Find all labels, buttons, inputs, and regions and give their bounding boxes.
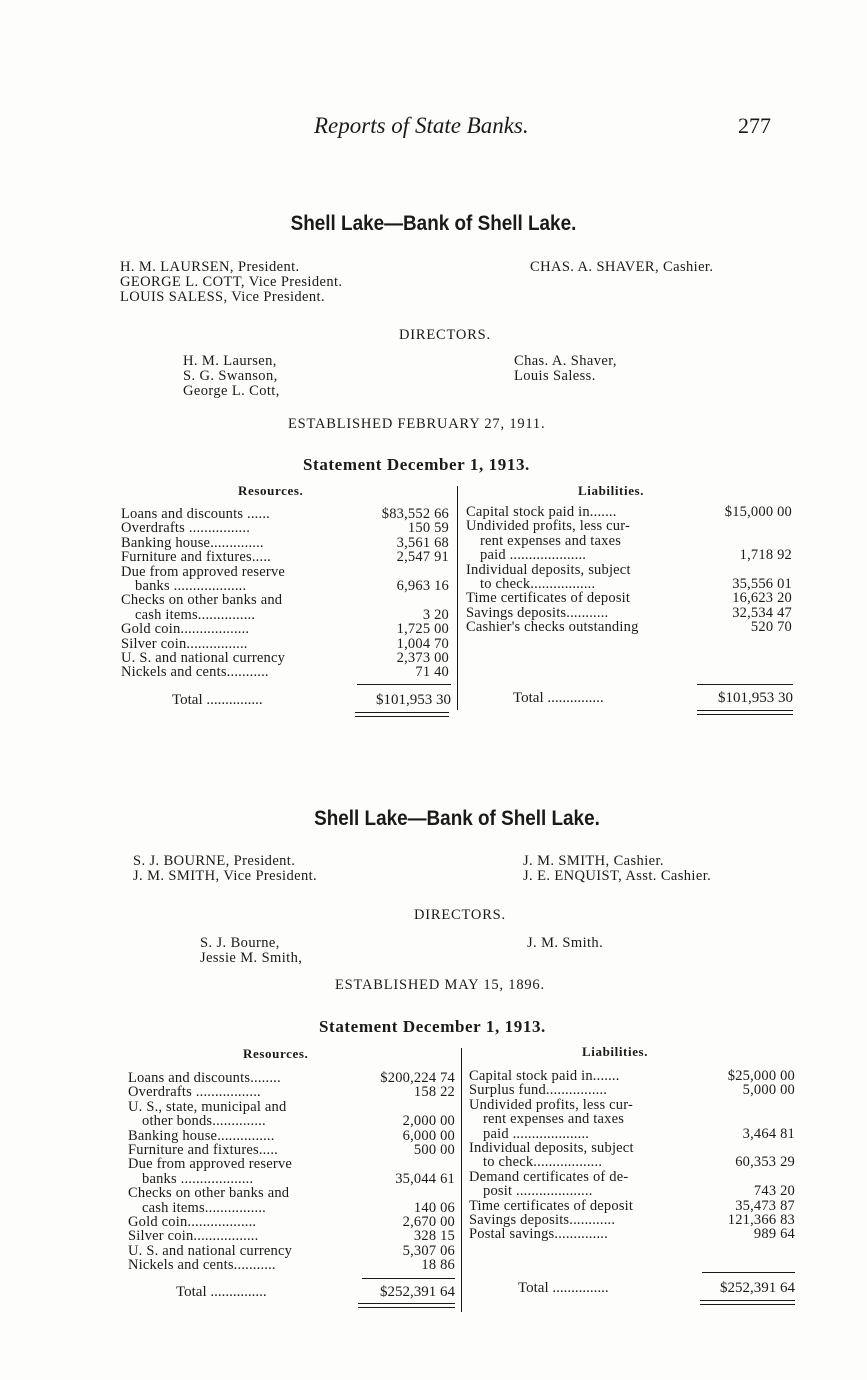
ledger-line	[121, 622, 449, 636]
ledger-line	[466, 620, 792, 634]
line-amount: 32,534 47	[732, 604, 792, 621]
double-rule	[700, 1300, 795, 1305]
line-label: Due from approved reserve	[128, 1156, 293, 1173]
liabilities-total: $101,953 30	[718, 690, 793, 706]
officer: J. M. SMITH, Cashier.	[523, 853, 664, 869]
directors-heading: DIRECTORS.	[399, 327, 491, 343]
ledger-line	[469, 1069, 795, 1083]
line-amount: 35,556 01	[732, 576, 792, 592]
ledger-line	[469, 1184, 795, 1198]
line-amount: $15,000 00	[724, 504, 792, 520]
line-label: cash items................	[142, 1199, 267, 1216]
line-label: Silver coin.................	[128, 1228, 259, 1245]
ledger-line	[469, 1170, 795, 1184]
ledger-line	[128, 1186, 455, 1200]
line-label: rent expenses and taxes	[483, 1111, 625, 1128]
statement-heading: Statement December 1, 1913.	[303, 455, 530, 474]
directors-heading: DIRECTORS.	[414, 907, 506, 923]
line-amount: $83,552 66	[381, 506, 449, 522]
line-label: U. S. and national currency	[128, 1242, 293, 1259]
director: S. G. Swanson,	[183, 368, 278, 384]
line-amount: 35,473 87	[735, 1197, 795, 1214]
ledger-line	[121, 651, 449, 665]
established-date: ESTABLISHED FEBRUARY 27, 1911.	[288, 416, 546, 432]
line-amount: 2,670 00	[402, 1214, 455, 1230]
liabilities-heading: Liabilities.	[582, 1044, 649, 1059]
line-amount: 1,725 00	[396, 621, 449, 638]
line-amount: 16,623 20	[732, 590, 792, 607]
line-amount: 328 15	[413, 1228, 455, 1245]
line-amount: 3,561 68	[396, 534, 449, 551]
line-label: Furniture and fixtures.....	[128, 1142, 278, 1158]
line-label: Due from approved reserve	[121, 563, 286, 580]
line-amount: 500 00	[413, 1142, 455, 1158]
line-amount: 140 06	[413, 1199, 455, 1216]
ledger-line	[121, 593, 449, 607]
column-divider	[461, 1048, 462, 1312]
line-label: paid ....................	[480, 547, 587, 564]
line-amount: 3,464 81	[742, 1125, 795, 1142]
line-amount: 5,307 06	[402, 1242, 455, 1259]
line-amount: 1,004 70	[396, 635, 449, 652]
double-rule	[355, 712, 449, 717]
line-label: Furniture and fixtures.....	[121, 549, 271, 566]
ledger-line	[466, 505, 792, 519]
officer: S. J. BOURNE, President.	[133, 853, 296, 869]
resources-heading: Resources.	[243, 1046, 309, 1061]
line-label: Individual deposits, subject	[469, 1140, 634, 1156]
ledger-line	[121, 507, 449, 521]
line-label: U. S. and national currency	[121, 650, 286, 666]
ledger-line	[121, 536, 449, 550]
ledger-line	[469, 1127, 795, 1141]
ledger-line	[128, 1244, 455, 1258]
ledger-line	[466, 548, 792, 562]
line-amount: 121,366 83	[727, 1212, 795, 1228]
officer: LOUIS SALESS, Vice President.	[120, 289, 325, 305]
ledger-line	[121, 565, 449, 579]
double-rule	[697, 710, 793, 715]
officer: J. E. ENQUIST, Asst. Cashier.	[523, 868, 712, 884]
ledger-line	[466, 606, 792, 620]
ledger-line	[128, 1201, 455, 1215]
officer: H. M. LAURSEN, President.	[120, 259, 300, 275]
liabilities-heading: Liabilities.	[578, 483, 645, 498]
line-label: Surplus fund................	[469, 1082, 608, 1099]
line-amount: 6,963 16	[396, 578, 449, 594]
total-label: Total ...............	[176, 1284, 267, 1300]
double-rule	[358, 1303, 455, 1308]
line-label: to check.................	[480, 576, 596, 592]
line-amount: 1,718 92	[739, 547, 792, 564]
bank-title: Shell Lake—Bank of Shell Lake.	[290, 212, 577, 235]
line-label: Loans and discounts........	[128, 1070, 281, 1086]
sum-rule	[362, 1278, 455, 1279]
column-divider	[457, 486, 458, 710]
line-label: Gold coin..................	[121, 621, 250, 638]
ledger-line	[466, 577, 792, 591]
line-amount: 5,000 00	[742, 1082, 795, 1099]
line-amount: 35,044 61	[395, 1170, 455, 1187]
bank-title: Shell Lake—Bank of Shell Lake.	[314, 807, 600, 830]
ledger-line	[128, 1114, 455, 1128]
ledger-line	[469, 1155, 795, 1169]
directors-left	[183, 354, 280, 399]
officer: J. M. SMITH, Vice President.	[133, 868, 318, 884]
line-label: to check..................	[483, 1154, 603, 1171]
line-label: Undivided profits, less cur-	[466, 518, 630, 535]
line-amount: $25,000 00	[727, 1068, 795, 1084]
line-label: Nickels and cents...........	[128, 1257, 276, 1274]
ledger-line	[128, 1071, 455, 1085]
line-label: posit ....................	[483, 1183, 593, 1200]
line-label: Demand certificates of de-	[469, 1168, 629, 1185]
ledger-line	[469, 1213, 795, 1227]
ledger-line	[466, 534, 792, 548]
resources-total: $101,953 30	[376, 692, 451, 708]
total-label: Total ...............	[513, 690, 604, 706]
line-amount: 150 59	[407, 520, 449, 537]
ledger-line	[128, 1085, 455, 1099]
ledger-line	[121, 521, 449, 535]
line-label: Capital stock paid in.......	[469, 1068, 620, 1084]
line-label: Postal savings..............	[469, 1226, 608, 1243]
line-amount: 71 40	[415, 664, 449, 681]
director: S. J. Bourne,	[200, 935, 280, 951]
line-label: Banking house..............	[121, 534, 264, 551]
resources-total-row	[172, 692, 451, 709]
ledger-line	[128, 1143, 455, 1157]
line-label: Individual deposits, subject	[466, 561, 631, 578]
ledger-line	[121, 550, 449, 564]
line-label: cash items...............	[135, 606, 256, 623]
officers-right	[530, 260, 713, 275]
line-label: Overdrafts ................	[121, 520, 251, 537]
ledger-line	[121, 608, 449, 622]
sum-rule	[697, 684, 793, 685]
sum-rule	[357, 684, 451, 685]
line-amount: 2,547 91	[396, 549, 449, 566]
ledger-line	[469, 1083, 795, 1097]
line-label: Nickels and cents...........	[121, 664, 269, 681]
ledger-line	[128, 1100, 455, 1114]
established-date: ESTABLISHED MAY 15, 1896.	[335, 977, 545, 993]
line-label: Savings deposits...........	[466, 604, 609, 621]
line-label: Overdrafts .................	[128, 1084, 261, 1101]
ledger-line	[466, 563, 792, 577]
ledger-line	[466, 519, 792, 533]
sum-rule	[702, 1272, 795, 1273]
line-amount: 989 64	[753, 1226, 795, 1243]
ledger-line	[128, 1129, 455, 1143]
line-amount: 520 70	[750, 619, 792, 636]
line-label: Time certificates of deposit	[469, 1197, 634, 1214]
officer: CHAS. A. SHAVER, Cashier.	[530, 259, 714, 275]
ledger-line	[121, 665, 449, 679]
resources-heading: Resources.	[238, 483, 304, 498]
line-label: Loans and discounts ......	[121, 506, 270, 522]
ledger-line	[121, 637, 449, 651]
officers-left	[133, 854, 317, 884]
ledger-line	[469, 1227, 795, 1241]
line-amount: 2,000 00	[402, 1113, 455, 1130]
statement-heading: Statement December 1, 1913.	[319, 1017, 546, 1036]
line-label: Undivided profits, less cur-	[469, 1096, 633, 1113]
ledger-line	[128, 1172, 455, 1186]
director: J. M. Smith.	[527, 935, 604, 951]
directors-right	[514, 354, 617, 384]
line-label: other bonds..............	[142, 1113, 266, 1130]
line-label: Silver coin................	[121, 635, 248, 652]
ledger-line	[466, 591, 792, 605]
ledger-line	[469, 1141, 795, 1155]
running-title: Reports of State Banks.	[314, 113, 529, 138]
officer: GEORGE L. COTT, Vice President.	[120, 274, 343, 290]
directors-left	[200, 936, 302, 966]
resources-total: $252,391 64	[380, 1284, 455, 1300]
ledger-line	[121, 579, 449, 593]
line-amount: 60,353 29	[735, 1154, 795, 1171]
officers-right	[523, 854, 711, 884]
line-amount: $200,224 74	[380, 1070, 455, 1086]
ledger-line	[469, 1098, 795, 1112]
officers-left	[120, 260, 342, 305]
line-label: banks ...................	[142, 1170, 254, 1187]
ledger-line	[469, 1199, 795, 1213]
line-label: paid ....................	[483, 1125, 590, 1142]
line-amount: 18 86	[421, 1257, 455, 1274]
line-amount: 2,373 00	[396, 650, 449, 666]
line-label: rent expenses and taxes	[480, 532, 622, 549]
director: George L. Cott,	[183, 383, 280, 399]
line-label: Time certificates of deposit	[466, 590, 631, 607]
director: H. M. Laursen,	[183, 353, 277, 369]
line-label: Checks on other banks and	[121, 592, 283, 609]
line-label: banks ...................	[135, 578, 247, 594]
line-label: Checks on other banks and	[128, 1185, 290, 1202]
ledger-line	[128, 1258, 455, 1272]
director: Louis Saless.	[514, 368, 596, 384]
ledger-line	[128, 1229, 455, 1243]
page-number: 277	[738, 113, 771, 138]
line-amount: 743 20	[753, 1183, 795, 1200]
line-amount: 158 22	[413, 1084, 455, 1101]
director: Jessie M. Smith,	[200, 950, 303, 966]
ledger-line	[128, 1215, 455, 1229]
line-amount: 3 20	[422, 606, 449, 623]
line-label: Cashier's checks outstanding	[466, 619, 639, 636]
line-amount: 6,000 00	[402, 1127, 455, 1144]
line-label: Capital stock paid in.......	[466, 504, 617, 520]
line-label: Savings deposits............	[469, 1212, 616, 1228]
total-label: Total ...............	[518, 1280, 609, 1296]
line-label: U. S., state, municipal and	[128, 1098, 287, 1115]
total-label: Total ...............	[172, 692, 263, 708]
resources-total-row	[176, 1284, 455, 1301]
ledger-line	[469, 1112, 795, 1126]
liabilities-total-row	[518, 1280, 795, 1297]
line-label: Gold coin..................	[128, 1214, 257, 1230]
directors-right	[527, 936, 603, 951]
ledger-line	[128, 1157, 455, 1171]
liabilities-total-row	[513, 690, 793, 707]
director: Chas. A. Shaver,	[514, 353, 617, 369]
liabilities-total: $252,391 64	[720, 1280, 795, 1296]
line-label: Banking house...............	[128, 1127, 275, 1144]
